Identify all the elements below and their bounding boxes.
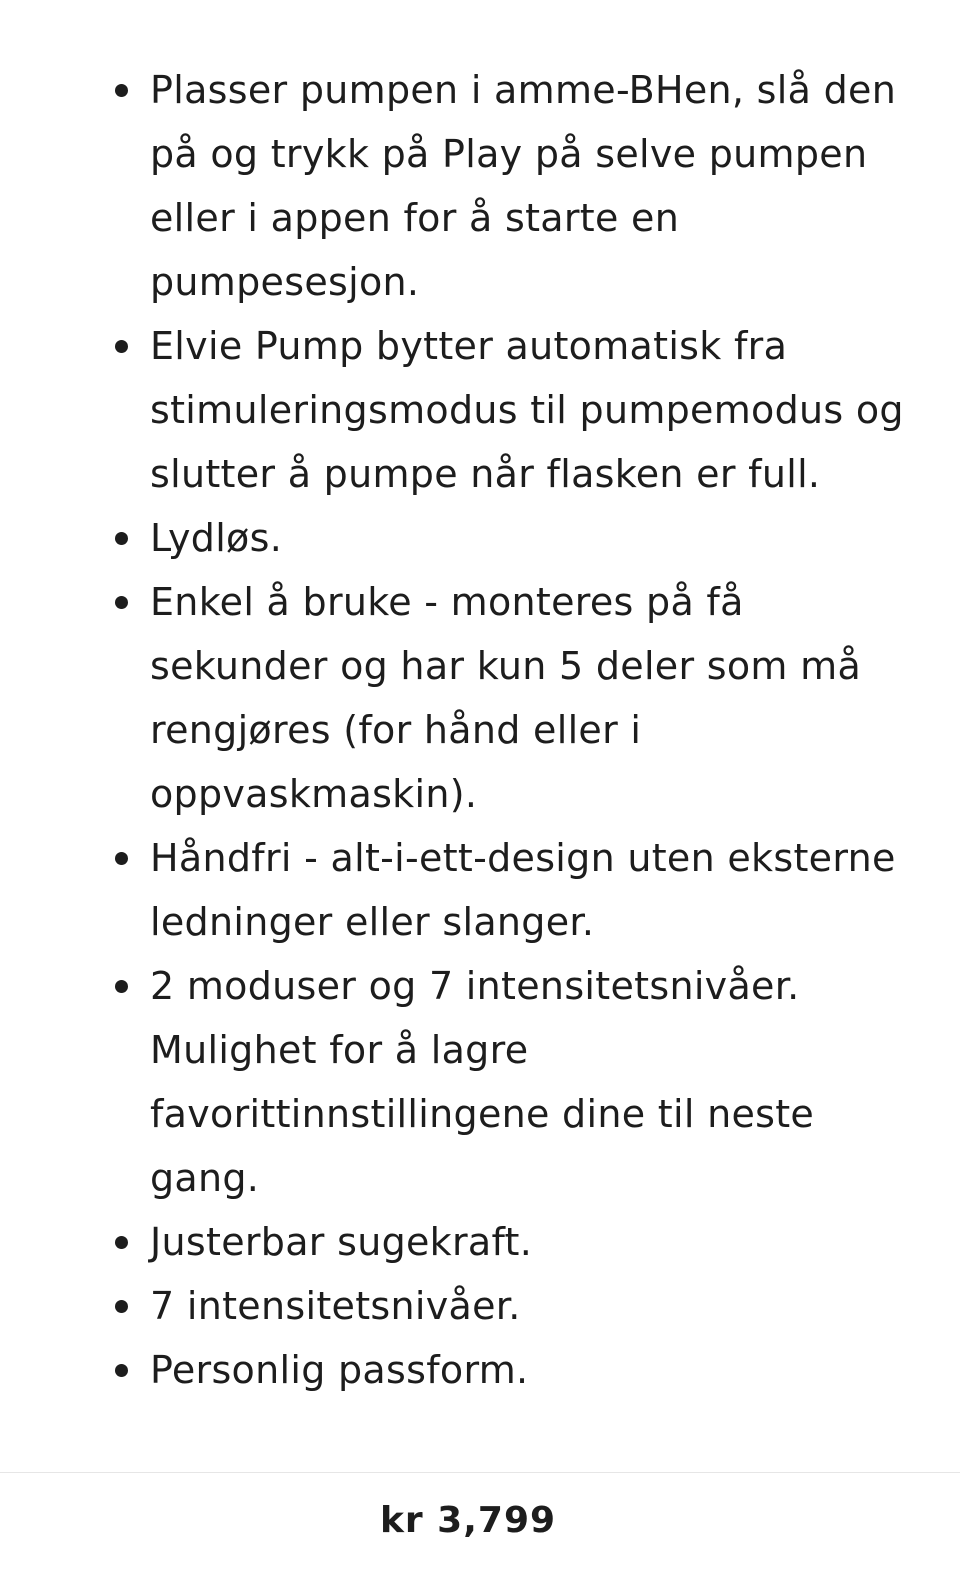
product-price: kr 3,799: [379, 1500, 557, 1541]
feature-text: Håndfri - alt-i-ett-design uten eksterne ledninger eller slanger.: [150, 836, 896, 944]
bullet-icon: [115, 980, 128, 993]
list-item: [112, 954, 912, 1210]
feature-text: Lydløs.: [150, 516, 283, 560]
feature-text: Enkel å bruke - monteres på få sekunder og har kun 5 deler som må rengjøres (for hånd eller i oppvaskmaskin).: [150, 580, 862, 816]
list-item: [112, 1274, 912, 1338]
feature-text: 2 moduser og 7 intensitetsnivåer. Mulighet for å lagre favorittinnstillingene dine til neste gang.: [150, 964, 815, 1200]
list-item: [112, 314, 912, 506]
list-item: [112, 58, 912, 314]
list-item: [112, 570, 912, 826]
bullet-icon: [115, 532, 128, 545]
bullet-icon: [115, 596, 128, 609]
bullet-icon: [115, 340, 128, 353]
bullet-icon: [115, 1300, 128, 1313]
list-item: [112, 1210, 912, 1274]
bullet-icon: [115, 1364, 128, 1377]
price-divider: [0, 1472, 960, 1473]
feature-text: 7 intensitetsnivåer.: [150, 1284, 521, 1328]
bullet-icon: [115, 1236, 128, 1249]
list-item: [112, 1338, 912, 1402]
feature-text: Personlig passform.: [150, 1348, 529, 1392]
list-item: [112, 506, 912, 570]
feature-list: [112, 58, 912, 1402]
list-item: [112, 826, 912, 954]
feature-text: Justerbar sugekraft.: [150, 1220, 533, 1264]
bullet-icon: [115, 852, 128, 865]
feature-text: Elvie Pump bytter automatisk fra stimuleringsmodus til pumpemodus og slutter å pumpe når flasken er full.: [150, 324, 904, 496]
bullet-icon: [115, 84, 128, 97]
feature-text: Plasser pumpen i amme-BHen, slå den på og trykk på Play på selve pumpen eller i appen for å starte en pumpesesjon.: [150, 68, 897, 304]
